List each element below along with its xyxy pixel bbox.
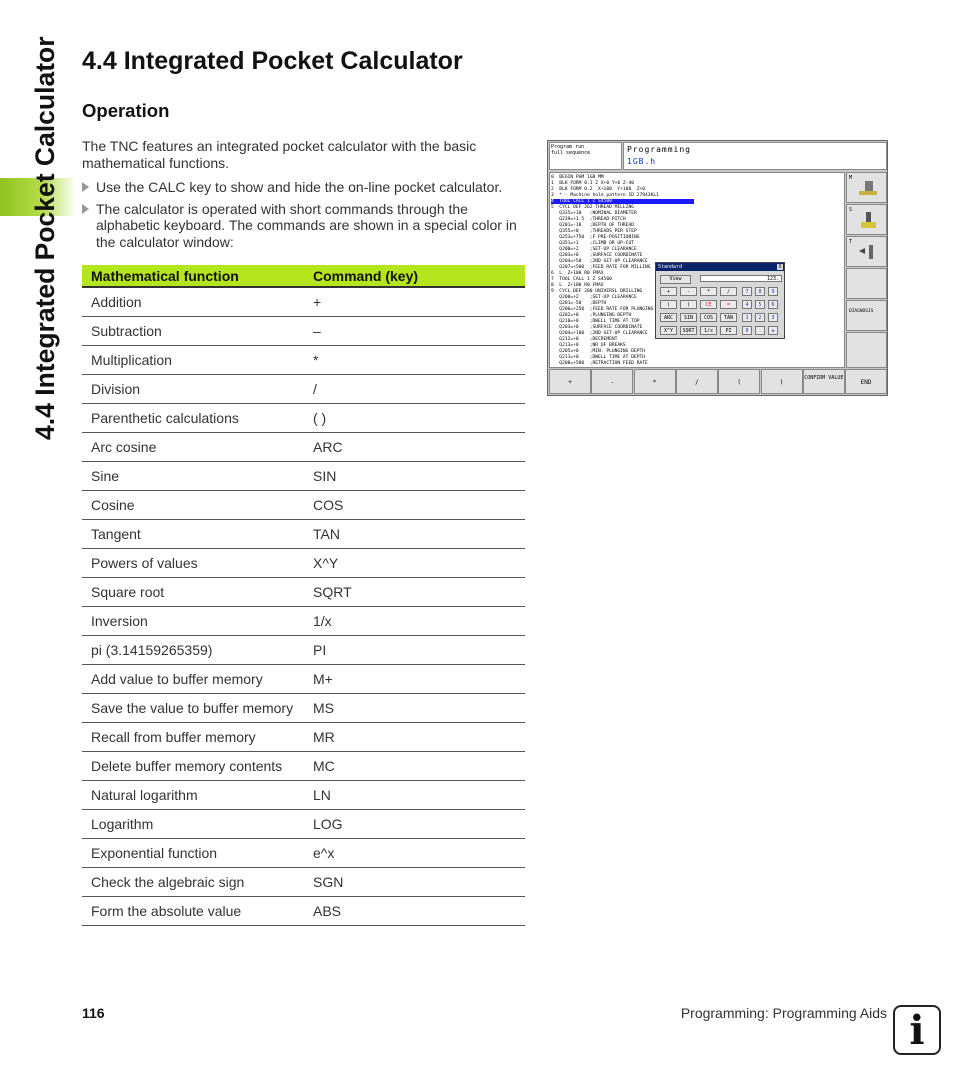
bullet-text: Use the CALC key to show and hide the on-line pocket calculator. xyxy=(96,179,503,195)
softkey-button[interactable]: ) xyxy=(761,369,803,394)
file-name: 1GB.h xyxy=(627,157,657,166)
bullet-item xyxy=(82,179,527,196)
command-key-cell: MC xyxy=(304,752,525,781)
program-line[interactable]: 4 TOOL CALL 1 Z S4500 xyxy=(551,199,694,204)
function-name-cell: Form the absolute value xyxy=(82,897,304,926)
calculator-key[interactable]: . xyxy=(755,326,765,335)
mode-line: full sequence xyxy=(551,150,591,156)
function-name-cell: Multiplication xyxy=(82,346,304,375)
function-name-cell: Square root xyxy=(82,578,304,607)
command-key-cell: M+ xyxy=(304,665,525,694)
function-name-cell: Exponential function xyxy=(82,839,304,868)
program-line[interactable]: Q335=+10 ;NOMINAL DIAMETER xyxy=(551,211,637,216)
program-listing xyxy=(549,172,845,368)
function-name-cell: Sine xyxy=(82,462,304,491)
function-name-cell: Check the algebraic sign xyxy=(82,868,304,897)
table-row xyxy=(82,491,525,520)
table-row xyxy=(82,781,525,810)
command-key-cell: * xyxy=(304,346,525,375)
mode-line: Program run xyxy=(551,144,585,150)
program-line[interactable]: 1 BLK FORM 0.1 Z X+0 Y+0 Z-40 xyxy=(551,181,634,186)
command-key-cell: ABS xyxy=(304,897,525,926)
tnc-screenshot xyxy=(547,140,888,396)
program-line[interactable]: Q200=+2 ;SET-UP CLEARANCE xyxy=(551,247,637,252)
calculator-key[interactable]: 7 xyxy=(742,287,752,296)
function-name-cell: Logarithm xyxy=(82,810,304,839)
calculator-key[interactable]: ( xyxy=(660,300,677,309)
program-line[interactable]: 6 L Z+100 R0 FMAX xyxy=(551,271,604,276)
table-row xyxy=(82,520,525,549)
program-line[interactable]: Q208=+500 ;RETRACTION FEED RATE xyxy=(551,361,648,366)
command-key-cell: SGN xyxy=(304,868,525,897)
table-row xyxy=(82,752,525,781)
side-button-label: DIAGNOSIS xyxy=(849,309,874,314)
command-key-cell: COS xyxy=(304,491,525,520)
command-key-cell: LOG xyxy=(304,810,525,839)
program-line[interactable]: Q203=+0 ;SURFACE COORDINATE xyxy=(551,325,643,330)
program-line[interactable]: Q211=+0 ;DWELL TIME AT DEPTH xyxy=(551,355,646,360)
program-line[interactable]: Q253=+750 ;F PRE-POSITIONING xyxy=(551,235,640,240)
side-button-empty[interactable] xyxy=(846,268,887,299)
command-key-cell: ARC xyxy=(304,433,525,462)
bullet-triangle-icon xyxy=(82,182,89,192)
calculator-key[interactable]: CE xyxy=(700,300,717,309)
program-line[interactable]: Q213=+0 ;NR OF BREAKS xyxy=(551,343,626,348)
table-row xyxy=(82,723,525,752)
mode-panel xyxy=(549,142,622,170)
calculator-key[interactable]: 4 xyxy=(742,300,752,309)
table-row xyxy=(82,549,525,578)
function-name-cell: Tangent xyxy=(82,520,304,549)
table-row xyxy=(82,839,525,868)
side-button-blank[interactable] xyxy=(846,332,887,368)
calculator-key[interactable]: + xyxy=(660,287,677,296)
calculator-display: 123. xyxy=(700,275,782,282)
calculator-key[interactable]: 6 xyxy=(768,300,778,309)
softkey-button[interactable]: CONFIRM VALUE xyxy=(803,369,845,394)
command-key-cell: SIN xyxy=(304,462,525,491)
side-button-t[interactable] xyxy=(846,236,887,267)
program-line[interactable]: 3 * - Machine hole pattern ID 27943KL1 xyxy=(551,193,659,198)
softkey-button[interactable]: + xyxy=(549,369,591,394)
page-title: 4.4 Integrated Pocket Calculator xyxy=(82,47,463,75)
side-button-m[interactable] xyxy=(846,172,887,203)
program-line[interactable]: Q351=+1 ;CLIMB OR UP-CUT xyxy=(551,241,634,246)
program-line[interactable]: Q210=+0 ;DWELL TIME AT TOP xyxy=(551,319,640,324)
function-name-cell: Cosine xyxy=(82,491,304,520)
program-line[interactable]: Q201=-50 ;DEPTH xyxy=(551,301,607,306)
command-key-cell: LN xyxy=(304,781,525,810)
command-key-cell: X^Y xyxy=(304,549,525,578)
function-name-cell: Addition xyxy=(82,287,304,317)
side-button-label: M xyxy=(849,175,853,181)
section-heading: Operation xyxy=(82,100,170,121)
calculator-key[interactable]: ) xyxy=(680,300,697,309)
command-key-cell: MR xyxy=(304,723,525,752)
side-button-s[interactable] xyxy=(846,204,887,235)
header-panel xyxy=(623,142,887,170)
function-name-cell: Inversion xyxy=(82,607,304,636)
info-icon: i xyxy=(893,1005,941,1055)
side-button-label: S xyxy=(849,207,853,213)
table-row xyxy=(82,607,525,636)
command-key-cell: / xyxy=(304,375,525,404)
bullet-triangle-icon xyxy=(82,204,89,214)
calculator-key[interactable]: 8 xyxy=(755,287,765,296)
calculator-key[interactable]: 3 xyxy=(768,313,778,322)
command-key-cell: ( ) xyxy=(304,404,525,433)
side-chapter-title: 4.4 Integrated Pocket Calculator xyxy=(30,36,60,440)
table-header-command: Command (key) xyxy=(304,265,525,287)
softkey-button[interactable]: ( xyxy=(718,369,760,394)
softkey-button[interactable]: * xyxy=(634,369,676,394)
mode-title: Programming xyxy=(627,145,691,154)
calculator-key[interactable]: / xyxy=(720,287,737,296)
calculator-key[interactable]: X^Y xyxy=(660,326,677,335)
table-row xyxy=(82,317,525,346)
table-body xyxy=(82,287,525,926)
table-row xyxy=(82,694,525,723)
table-row xyxy=(82,665,525,694)
program-line[interactable]: Q204=+50 ;2ND SET-UP CLEARANCE xyxy=(551,259,648,264)
table-header-function: Mathematical function xyxy=(82,265,304,287)
program-line[interactable]: 8 L Z+100 R0 FMAX xyxy=(551,283,604,288)
softkey-button[interactable]: END xyxy=(845,369,887,394)
command-key-cell: + xyxy=(304,287,525,317)
side-button-diagnosis[interactable] xyxy=(846,300,887,331)
calculator-key[interactable]: PI xyxy=(720,326,737,335)
program-line[interactable]: Q206=+250 ;FEED RATE FOR PLUNGING xyxy=(551,307,654,312)
table-row xyxy=(82,404,525,433)
calculator-key[interactable]: TAN xyxy=(720,313,737,322)
command-key-cell: 1/x xyxy=(304,607,525,636)
command-key-cell: PI xyxy=(304,636,525,665)
program-line[interactable]: 5 CYCL DEF 262 THREAD MILLING xyxy=(551,205,634,210)
calculator-key[interactable]: ARC xyxy=(660,313,677,322)
calculator-key[interactable]: = xyxy=(720,300,737,309)
function-name-cell: Parenthetic calculations xyxy=(82,404,304,433)
table-row xyxy=(82,897,525,926)
program-line[interactable]: Q204=+100 ;2ND SET-UP CLEARANCE xyxy=(551,331,648,336)
function-name-cell: Add value to buffer memory xyxy=(82,665,304,694)
table-row xyxy=(82,868,525,897)
table-row xyxy=(82,433,525,462)
function-name-cell: Division xyxy=(82,375,304,404)
program-line[interactable]: Q355=+0 ;THREADS PER STEP xyxy=(551,229,637,234)
view-button[interactable]: View xyxy=(660,275,691,284)
function-name-cell: Natural logarithm xyxy=(82,781,304,810)
program-line[interactable]: Q207=+500 ;FEED RATE FOR MILLING xyxy=(551,265,651,270)
table-row xyxy=(82,578,525,607)
calculator-key[interactable]: SIN xyxy=(680,313,697,322)
softkey-button[interactable]: - xyxy=(591,369,633,394)
command-key-cell: e^x xyxy=(304,839,525,868)
program-line[interactable]: Q203=+0 ;SURFACE COORDINATE xyxy=(551,253,643,258)
calculator-key[interactable]: 0 xyxy=(742,326,752,335)
table-row xyxy=(82,462,525,491)
command-key-cell: TAN xyxy=(304,520,525,549)
side-button-label: T xyxy=(849,239,853,245)
program-line[interactable]: Q212=+0 ;DECREMENT xyxy=(551,337,618,342)
table-row xyxy=(82,636,525,665)
calculator-key[interactable]: - xyxy=(680,287,697,296)
calculator-key[interactable]: 1 xyxy=(742,313,752,322)
command-key-cell: MS xyxy=(304,694,525,723)
program-line[interactable]: Q202=+0 ;PLUNGING DEPTH xyxy=(551,313,632,318)
tool-change-icon xyxy=(855,243,879,263)
function-name-cell: Delete buffer memory contents xyxy=(82,752,304,781)
program-line[interactable]: Q201=-18 ;DEPTH OF THREAD xyxy=(551,223,634,228)
intro-paragraph: The TNC features an integrated pocket calculator with the basic mathematical functions. xyxy=(82,138,477,171)
softkey-button[interactable]: / xyxy=(676,369,718,394)
calculator-key[interactable]: 9 xyxy=(768,287,778,296)
calculator-title-bar xyxy=(656,263,784,271)
program-line[interactable]: Q205=+0 ;MIN. PLUNGING DEPTH xyxy=(551,349,646,354)
command-key-cell: SQRT xyxy=(304,578,525,607)
program-line[interactable]: 0 BEGIN PGM 1GB MM xyxy=(551,175,604,180)
function-name-cell: Save the value to buffer memory xyxy=(82,694,304,723)
function-name-cell: Subtraction xyxy=(82,317,304,346)
calculator-key[interactable]: 5 xyxy=(755,300,765,309)
close-icon[interactable]: X xyxy=(778,264,782,270)
table-row xyxy=(82,287,525,317)
function-name-cell: Arc cosine xyxy=(82,433,304,462)
command-key-cell: – xyxy=(304,317,525,346)
table-header-row xyxy=(82,265,525,287)
calculator-key[interactable]: 2 xyxy=(755,313,765,322)
table-row xyxy=(82,346,525,375)
tool-icon xyxy=(855,211,879,231)
program-line[interactable]: 7 TOOL CALL 1 Z S4500 xyxy=(551,277,612,282)
calculator-key[interactable]: SQRT xyxy=(680,326,697,335)
calculator-window[interactable] xyxy=(655,262,785,339)
table-row xyxy=(82,810,525,839)
side-softkeys xyxy=(846,172,887,368)
function-name-cell: pi (3.14159265359) xyxy=(82,636,304,665)
calculator-key[interactable]: COS xyxy=(700,313,717,322)
function-table xyxy=(82,265,525,926)
program-line[interactable]: Q200=+2 ;SET-UP CLEARANCE xyxy=(551,295,637,300)
table-row xyxy=(82,375,525,404)
program-line[interactable]: Q239=+1.5 ;THREAD PITCH xyxy=(551,217,626,222)
function-name-cell: Powers of values xyxy=(82,549,304,578)
calculator-key[interactable]: ± xyxy=(768,326,778,335)
function-name-cell: Recall from buffer memory xyxy=(82,723,304,752)
page-number: 116 xyxy=(82,1005,105,1021)
bullet-list xyxy=(82,179,527,255)
calculator-key[interactable]: * xyxy=(700,287,717,296)
calculator-key[interactable]: 1/x xyxy=(700,326,717,335)
calculator-title: Standard xyxy=(658,264,683,270)
program-line[interactable]: 2 BLK FORM 0.2 X+100 Y+100 Z+0 xyxy=(551,187,646,192)
bullet-text: The calculator is operated with short commands through the alphabetic keyboard. The commands are shown in a special color in the calculator window: xyxy=(96,200,517,250)
spindle-icon xyxy=(855,179,879,199)
program-line[interactable]: 9 CYCL DEF 200 UNIVERSL DRILLING xyxy=(551,289,643,294)
bullet-item xyxy=(82,201,527,251)
footer-section: Programming: Programming Aids xyxy=(680,1005,887,1021)
